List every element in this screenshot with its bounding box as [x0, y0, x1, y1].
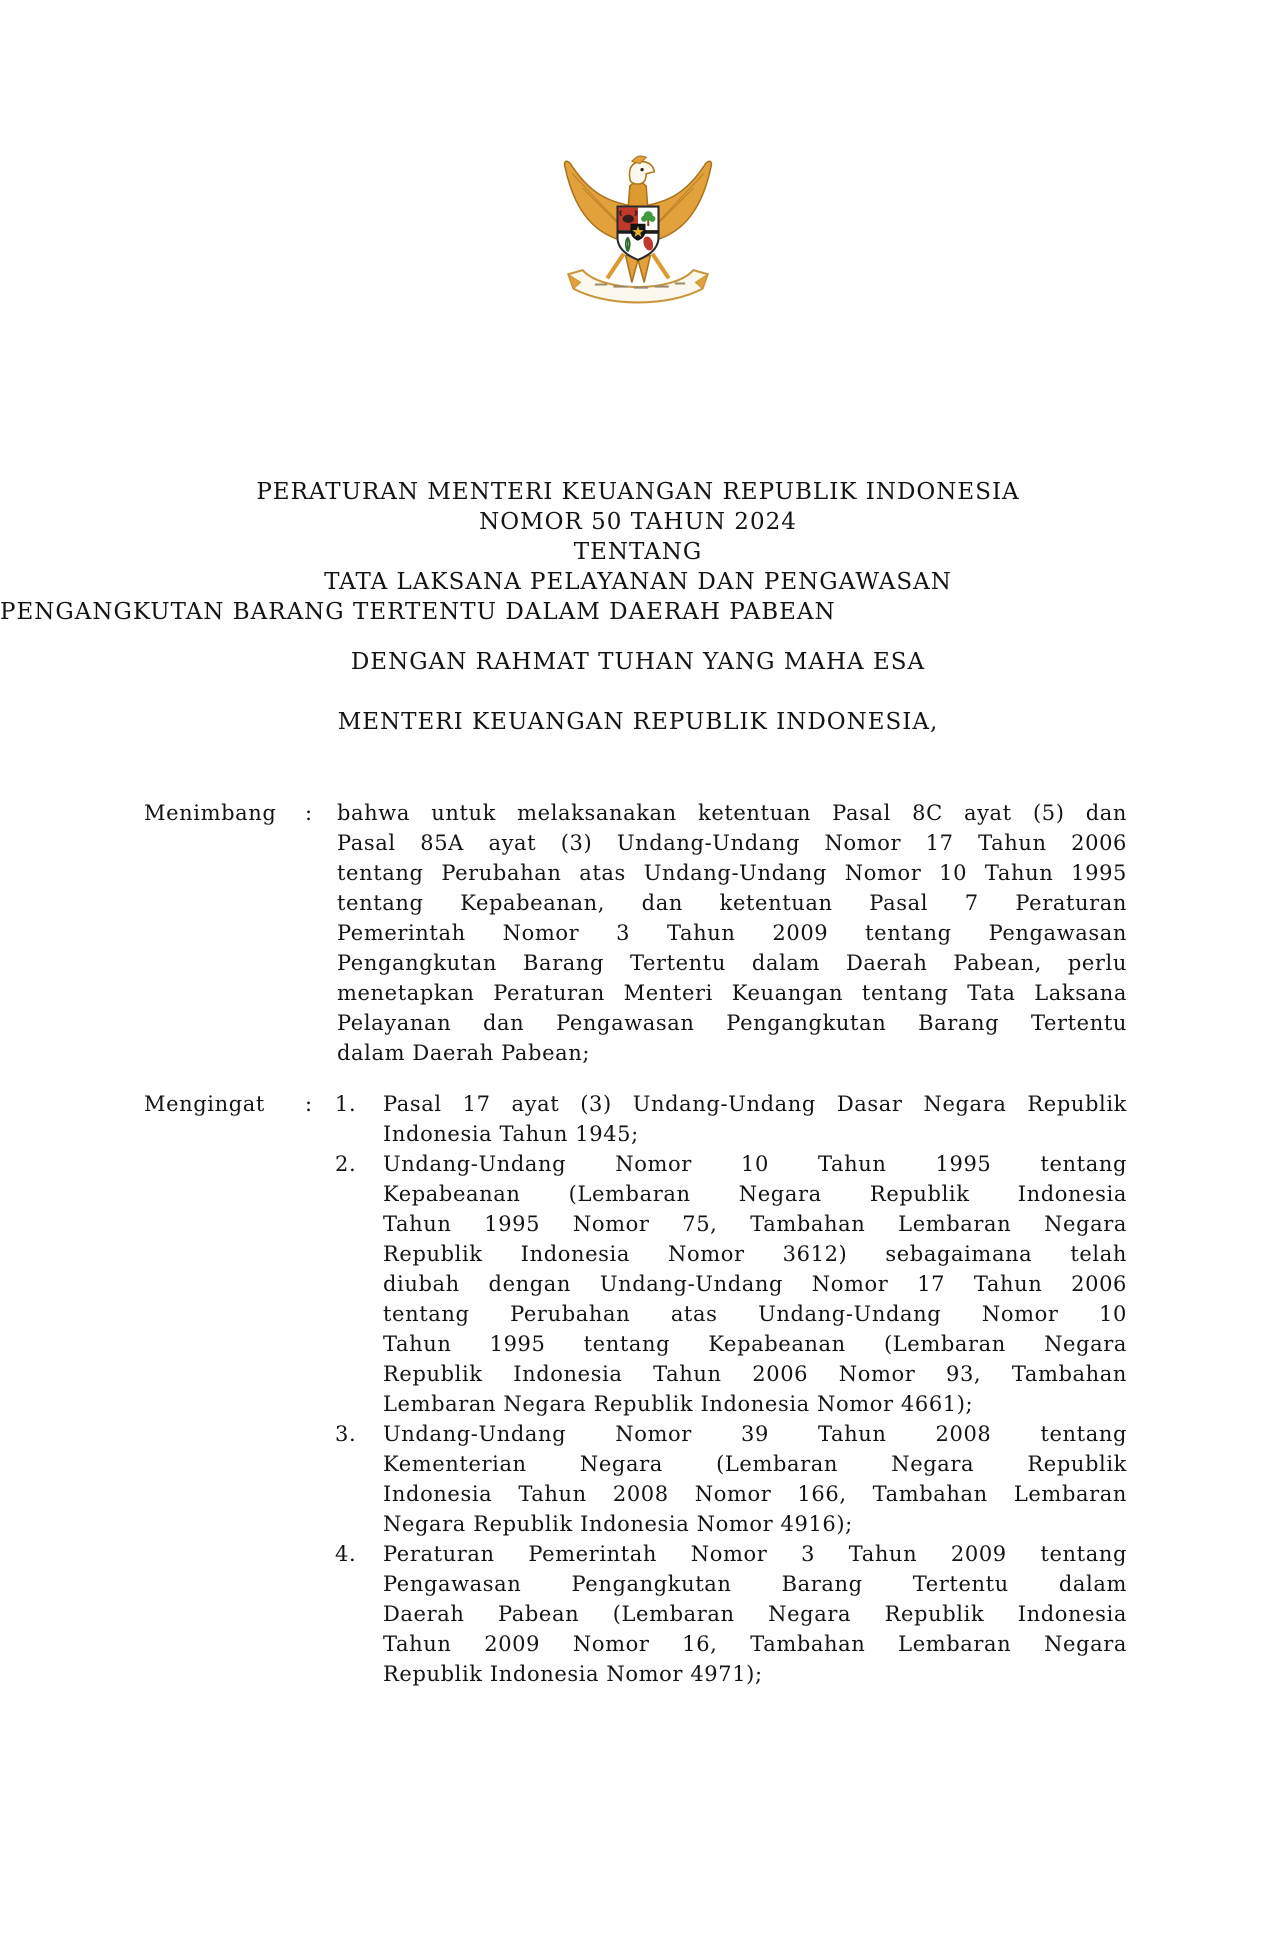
list-item-number: 4.: [335, 1542, 357, 1566]
text-line: Republik Indonesia Tahun 2006 Nomor 93, Tambahan: [383, 1362, 1127, 1386]
text-line: Pemerintah Nomor 3 Tahun 2009 tentang Pengawasan: [337, 921, 1127, 945]
list-item-text: [383, 1149, 1127, 1419]
text-line: Indonesia Tahun 1945;: [383, 1122, 639, 1146]
text-line: Pengawasan Pengangkutan Barang Tertentu dalam: [383, 1572, 1127, 1596]
considering-label: Menimbang: [144, 801, 277, 825]
list-item-text: [383, 1089, 1127, 1149]
list-item: [335, 1089, 1127, 1149]
list-item-number: 3.: [335, 1422, 357, 1446]
recalling-section: [144, 1089, 1127, 1689]
list-item-text: [383, 1539, 1127, 1689]
text-line: Undang-Undang Nomor 10 Tahun 1995 tentang: [383, 1152, 1127, 1176]
text-line: Pengangkutan Barang Tertentu dalam Daerah Pabean, perlu: [337, 951, 1127, 975]
text-line: Pelayanan dan Pengawasan Pengangkutan Barang Tertentu: [337, 1011, 1127, 1035]
text-line: Kepabeanan (Lembaran Negara Republik Indonesia: [383, 1182, 1127, 1206]
text-line: dalam Daerah Pabean;: [337, 1041, 591, 1065]
recalling-colon: :: [305, 1092, 313, 1116]
text-line: Tahun 2009 Nomor 16, Tambahan Lembaran Negara: [383, 1632, 1127, 1656]
list-item-text: [383, 1419, 1127, 1539]
authority-line: MENTERI KEUANGAN REPUBLIK INDONESIA,: [337, 709, 939, 735]
text-line: Indonesia Tahun 2008 Nomor 166, Tambahan Lembaran: [383, 1482, 1127, 1506]
text-line: NOMOR 50 TAHUN 2024: [479, 509, 797, 535]
recalling-body: [335, 1089, 1127, 1689]
text-line: tentang Perubahan atas Undang-Undang Nomor 10 Tahun 1995: [337, 861, 1127, 885]
text-line: Pasal 17 ayat (3) Undang-Undang Dasar Negara Republik: [383, 1092, 1127, 1116]
list-item-number: 1.: [335, 1092, 357, 1116]
text-line: Republik Indonesia Nomor 4971);: [383, 1662, 763, 1686]
document-title: [0, 477, 1276, 627]
text-line: Undang-Undang Nomor 39 Tahun 2008 tentang: [383, 1422, 1127, 1446]
text-line: Republik Indonesia Nomor 3612) sebagaimana telah: [383, 1242, 1127, 1266]
considering-colon: :: [305, 801, 313, 825]
text-line: Tahun 1995 tentang Kepabeanan (Lembaran Negara: [383, 1332, 1127, 1356]
text-line: diubah dengan Undang-Undang Nomor 17 Tahun 2006: [383, 1272, 1127, 1296]
list-item: [335, 1539, 1127, 1689]
text-line: Pasal 85A ayat (3) Undang-Undang Nomor 17 Tahun 2006: [337, 831, 1127, 855]
recalling-label: Mengingat: [144, 1092, 265, 1116]
garuda-pancasila-emblem: [560, 143, 716, 305]
list-item-number: 2.: [335, 1152, 357, 1176]
text-line: Daerah Pabean (Lembaran Negara Republik Indonesia: [383, 1602, 1127, 1626]
invocation-line: DENGAN RAHMAT TUHAN YANG MAHA ESA: [350, 649, 926, 675]
considering-section: [144, 798, 1127, 1068]
text-line: TENTANG: [573, 539, 703, 565]
list-item: [335, 1419, 1127, 1539]
text-line: Peraturan Pemerintah Nomor 3 Tahun 2009 tentang: [383, 1542, 1127, 1566]
text-line: PENGANGKUTAN BARANG TERTENTU DALAM DAERAH PABEAN: [0, 599, 836, 625]
text-line: Negara Republik Indonesia Nomor 4916);: [383, 1512, 853, 1536]
text-line: bahwa untuk melaksanakan ketentuan Pasal 8C ayat (5) dan: [337, 801, 1127, 825]
text-line: Lembaran Negara Republik Indonesia Nomor 4661);: [383, 1392, 974, 1416]
text-line: menetapkan Peraturan Menteri Keuangan tentang Tata Laksana: [337, 981, 1127, 1005]
list-item: [335, 1149, 1127, 1419]
text-line: tentang Perubahan atas Undang-Undang Nomor 10: [383, 1302, 1127, 1326]
text-line: TATA LAKSANA PELAYANAN DAN PENGAWASAN: [324, 569, 952, 595]
considering-body: [337, 798, 1127, 1068]
text-line: tentang Kepabeanan, dan ketentuan Pasal 7 Peraturan: [337, 891, 1127, 915]
text-line: PERATURAN MENTERI KEUANGAN REPUBLIK INDONESIA: [256, 479, 1020, 505]
text-line: Kementerian Negara (Lembaran Negara Republik: [383, 1452, 1127, 1476]
text-line: Tahun 1995 Nomor 75, Tambahan Lembaran Negara: [383, 1212, 1127, 1236]
